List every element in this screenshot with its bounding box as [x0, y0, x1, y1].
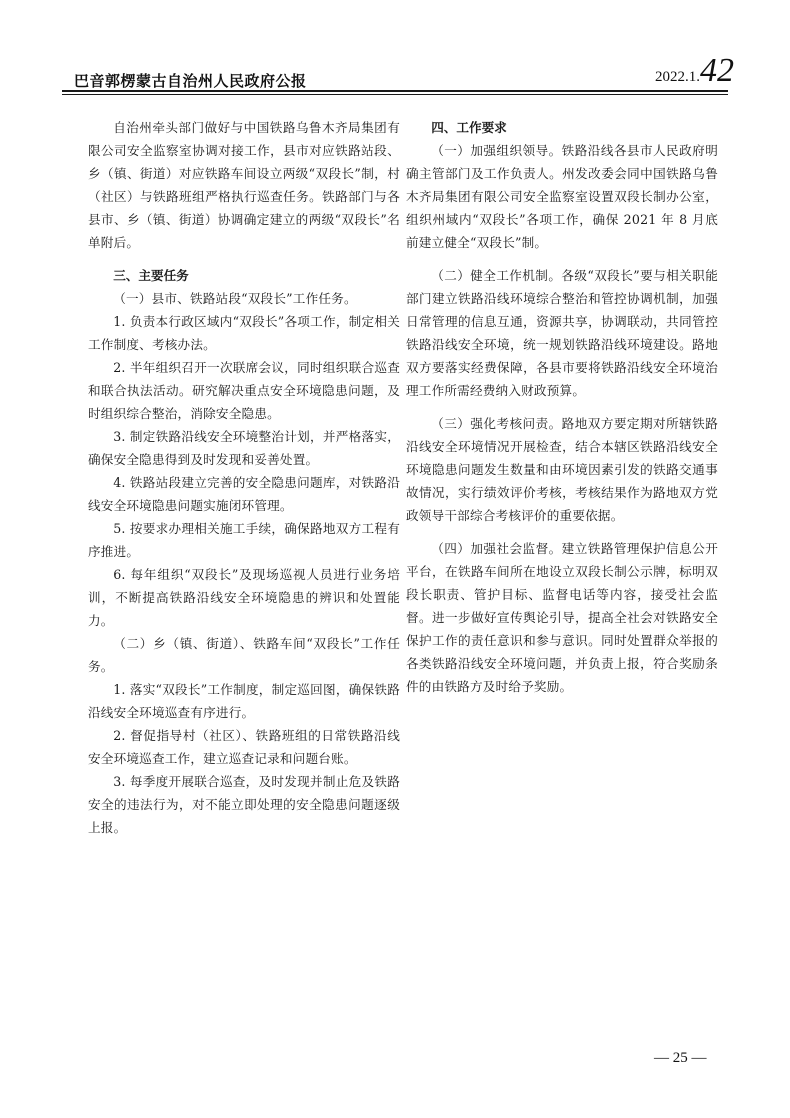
paragraph: 3. 制定铁路沿线安全环境整治计划，并严格落实，确保安全隐患得到及时发现和妥善处置。 [88, 429, 400, 467]
paragraph: 1. 落实“双段长”工作制度，制定巡回图，确保铁路沿线安全环境巡查有序进行。 [88, 682, 400, 720]
paragraph: 1. 负责本行政区域内“双段长”各项工作，制定相关工作制度、考核办法。 [88, 314, 400, 352]
paragraph: （二）乡（镇、街道）、铁路车间“双段长”工作任务。 [88, 636, 400, 674]
issue-number: 42 [700, 52, 734, 89]
spacer [88, 254, 400, 264]
spacer [406, 254, 718, 264]
section-heading: 三、主要任务 [113, 268, 189, 283]
section-heading: 四、工作要求 [431, 120, 507, 135]
header-rule-thick [62, 90, 728, 92]
publication-title: 巴音郭楞蒙古自治州人民政府公报 [74, 72, 307, 90]
issue-label [655, 54, 734, 94]
spacer [406, 527, 718, 537]
paragraph: 2. 半年组织召开一次联席会议，同时组织联合巡查和联合执法活动。研究解决重点安全环境隐患问题，及时组织综合整治，消除安全隐患。 [88, 360, 400, 421]
left-column [88, 116, 400, 839]
header-rule-thin [62, 94, 728, 95]
issue-year: 2022.1. [655, 69, 700, 85]
paragraph: （一）县市、铁路站段“双段长”工作任务。 [113, 291, 357, 306]
paragraph: （二）健全工作机制。各级“双段长”要与相关职能部门建立铁路沿线环境综合整治和管控协调机制，加强日常管理的信息互通，资源共享，协调联动，共同管控铁路沿线安全环境，统一规划铁路沿线环境建设。路地双方要落实经费保障，各县市要将铁路沿线安全环境治理工作所需经费纳入财政预算。 [406, 268, 718, 398]
spacer [406, 402, 718, 412]
paragraph: 2. 督促指导村（社区）、铁路班组的日常铁路沿线安全环境巡查工作，建立巡查记录和问题台账。 [88, 728, 400, 766]
paragraph: 6. 每年组织“双段长”及现场巡视人员进行业务培训，不断提高铁路沿线安全环境隐患的辨识和处置能力。 [88, 567, 400, 628]
paragraph: 5. 按要求办理相关施工手续，确保路地双方工程有序推进。 [88, 521, 400, 559]
paragraph: （四）加强社会监督。建立铁路管理保护信息公开平台，在铁路车间所在地设立双段长制公示牌，标明双段长职责、管护目标、监督电话等内容，接受社会监督。进一步做好宣传舆论引导，提高全社会对铁路安全保护工作的责任意识和参与意识。同时处置群众举报的各类铁路沿线安全环境问题，并负责上报，符合奖励条件的由铁路方及时给予奖励。 [406, 541, 718, 694]
paragraph: 自治州牵头部门做好与中国铁路乌鲁木齐局集团有限公司安全监察室协调对接工作，县市对应铁路站段、乡（镇、街道）对应铁路车间设立两级“双段长”制，村（社区）与铁路班组严格执行巡查任务。铁路部门与各县市、乡（镇、街道）协调确定建立的两级“双段长”名单附后。 [88, 120, 400, 250]
paragraph: 3. 每季度开展联合巡查，及时发现并制止危及铁路安全的违法行为，对不能立即处理的安全隐患问题逐级上报。 [88, 774, 400, 835]
paragraph: 4. 铁路站段建立完善的安全隐患问题库，对铁路沿线安全环境隐患问题实施闭环管理。 [88, 475, 400, 513]
right-column [406, 116, 718, 698]
paragraph: （三）强化考核问责。路地双方要定期对所辖铁路沿线安全环境情况开展检查，结合本辖区铁路沿线安全环境隐患问题发生数量和由环境因素引发的铁路交通事故情况，实行绩效评价考核，考核结果作为路地双方党政领导干部综合考核评价的重要依据。 [406, 416, 718, 523]
paragraph: （一）加强组织领导。铁路沿线各县市人民政府明确主管部门及工作负责人。州发改委会同中国铁路乌鲁木齐局集团有限公司安全监察室设置双段长制办公室，组织州域内“双段长”各项工作，确保 2021 年 8 月底前建立健全“双段长”制。 [406, 143, 718, 250]
page-number: — 25 — [654, 1050, 707, 1066]
